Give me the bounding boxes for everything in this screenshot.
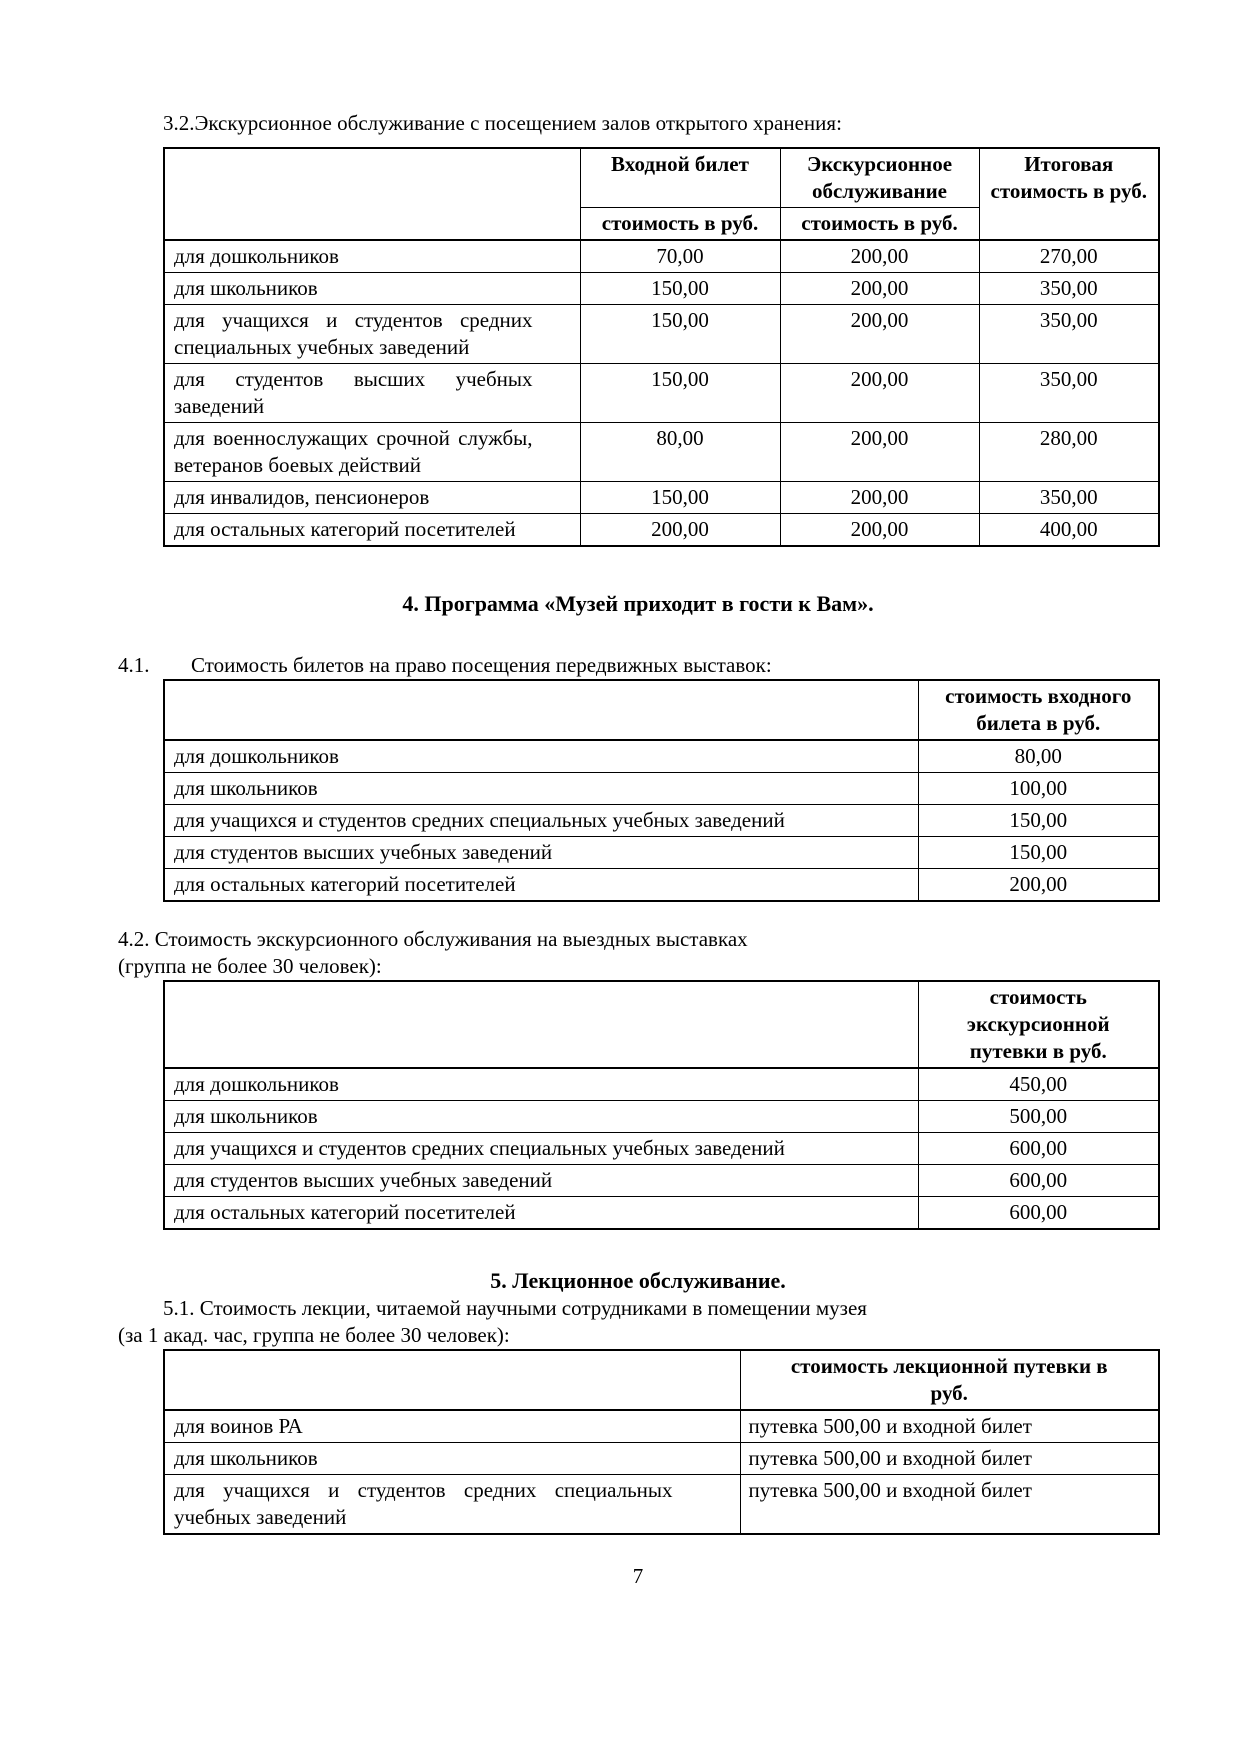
- table-row: [164, 1101, 1159, 1133]
- table-row: [164, 273, 1159, 305]
- row-label: для воинов РА: [164, 1410, 740, 1443]
- table-row: [164, 514, 1159, 547]
- entry-price: 150,00: [580, 482, 780, 514]
- table-row: [164, 1165, 1159, 1197]
- excursion-price: 200,00: [780, 423, 979, 482]
- price-value: 450,00: [918, 1068, 1159, 1101]
- entry-price: 150,00: [580, 273, 780, 305]
- price-value: путевка 500,00 и входной билет: [740, 1410, 1159, 1443]
- excursion-price: 200,00: [780, 273, 979, 305]
- header-empty-cell: [164, 148, 580, 240]
- table-row: [164, 1475, 1159, 1535]
- table-row: [164, 837, 1159, 869]
- price-value: 600,00: [918, 1133, 1159, 1165]
- price-value: 100,00: [918, 773, 1159, 805]
- paragraph-4-1-number: 4.1.: [118, 653, 150, 677]
- header-empty-cell: [164, 680, 918, 740]
- excursion-price: 200,00: [780, 364, 979, 423]
- header-cost-rub-1: стоимость в руб.: [580, 208, 780, 241]
- header-lecture-voucher-cost: стоимость лекционной путевки в руб.: [740, 1350, 1159, 1410]
- section-5-heading: 5. Лекционное обслуживание.: [490, 1268, 786, 1293]
- table-row: [164, 423, 1159, 482]
- header-cost-rub-2: стоимость в руб.: [780, 208, 979, 241]
- open-storage-pricing-table: [163, 147, 1160, 547]
- table-row: [164, 1410, 1159, 1443]
- excursion-price: 200,00: [780, 482, 979, 514]
- row-label: для военнослужащих срочной службы, ветеранов боевых действий: [164, 423, 580, 482]
- entry-price: 150,00: [580, 305, 780, 364]
- lecture-service-cost-table: [163, 1349, 1160, 1535]
- row-label: для дошкольников: [164, 240, 580, 273]
- row-label: для студентов высших учебных заведений: [164, 1165, 918, 1197]
- table-row: [164, 1443, 1159, 1475]
- price-value: 500,00: [918, 1101, 1159, 1133]
- row-label: для школьников: [164, 273, 580, 305]
- header-excursion-voucher-cost: стоимость экскурсионной путевки в руб.: [918, 981, 1159, 1068]
- table-row: [164, 305, 1159, 364]
- row-label: для школьников: [164, 1443, 740, 1475]
- paragraph-5-1-line1: 5.1. Стоимость лекции, читаемой научными сотрудниками в помещении музея: [163, 1296, 867, 1320]
- table-row: [164, 1133, 1159, 1165]
- total-price: 280,00: [979, 423, 1159, 482]
- table-row: [164, 773, 1159, 805]
- price-value: путевка 500,00 и входной билет: [740, 1475, 1159, 1535]
- excursion-price: 200,00: [780, 305, 979, 364]
- row-label: для остальных категорий посетителей: [164, 869, 918, 902]
- total-price: 350,00: [979, 482, 1159, 514]
- entry-price: 80,00: [580, 423, 780, 482]
- header-empty-cell: [164, 981, 918, 1068]
- entry-price: 70,00: [580, 240, 780, 273]
- total-price: 350,00: [979, 364, 1159, 423]
- page-number: 7: [632, 1564, 644, 1588]
- entry-price: 150,00: [580, 364, 780, 423]
- row-label: для дошкольников: [164, 740, 918, 773]
- table-row: [164, 740, 1159, 773]
- paragraph-4-1: [118, 652, 1158, 679]
- paragraph-4-2-line1: 4.2. Стоимость экскурсионного обслуживания на выездных выставках: [118, 927, 748, 951]
- table-header-row: [164, 1350, 1159, 1410]
- table-row: [164, 869, 1159, 902]
- row-label: для инвалидов, пенсионеров: [164, 482, 580, 514]
- price-value: 150,00: [918, 837, 1159, 869]
- table-row: [164, 364, 1159, 423]
- total-price: 350,00: [979, 305, 1159, 364]
- row-label: для учащихся и студентов средних специальных учебных заведений: [164, 305, 580, 364]
- table-header-row: [164, 981, 1159, 1068]
- travelling-exhibition-ticket-table: [163, 679, 1160, 902]
- section-4-heading: 4. Программа «Музей приходит в гости к Вам».: [402, 591, 874, 616]
- price-value: 150,00: [918, 805, 1159, 837]
- header-excursion-service: Экскурсионное обслуживание: [780, 148, 979, 208]
- row-label: для школьников: [164, 1101, 918, 1133]
- table-row: [164, 1068, 1159, 1101]
- table-row: [164, 482, 1159, 514]
- row-label: для студентов высших учебных заведений: [164, 364, 580, 423]
- price-value: 600,00: [918, 1165, 1159, 1197]
- excursion-price: 200,00: [780, 240, 979, 273]
- table-row: [164, 805, 1159, 837]
- paragraph-5-1: [118, 1295, 1158, 1349]
- total-price: 350,00: [979, 273, 1159, 305]
- paragraph-4-2: [118, 926, 1158, 980]
- row-label: для студентов высших учебных заведений: [164, 837, 918, 869]
- price-value: путевка 500,00 и входной билет: [740, 1443, 1159, 1475]
- paragraph-4-2-line2: (группа не более 30 человек):: [118, 954, 382, 978]
- row-label: для дошкольников: [164, 1068, 918, 1101]
- total-price: 400,00: [979, 514, 1159, 547]
- header-ticket-cost: стоимость входного билета в руб.: [918, 680, 1159, 740]
- price-value: 600,00: [918, 1197, 1159, 1230]
- row-label: для учащихся и студентов средних специальных учебных заведений: [164, 805, 918, 837]
- table-header-row-1: [164, 148, 1159, 208]
- row-label: для учащихся и студентов средних специальных учебных заведений: [164, 1133, 918, 1165]
- row-label: для учащихся и студентов средних специальных учебных заведений: [164, 1475, 740, 1535]
- table-row: [164, 240, 1159, 273]
- header-entry-ticket: Входной билет: [580, 148, 780, 208]
- table-header-row: [164, 680, 1159, 740]
- price-value: 200,00: [918, 869, 1159, 902]
- offsite-excursion-cost-table: [163, 980, 1160, 1230]
- row-label: для школьников: [164, 773, 918, 805]
- total-price: 270,00: [979, 240, 1159, 273]
- row-label: для остальных категорий посетителей: [164, 514, 580, 547]
- section-3-2-heading: 3.2.Экскурсионное обслуживание с посещением залов открытого хранения:: [163, 111, 842, 135]
- entry-price: 200,00: [580, 514, 780, 547]
- paragraph-4-1-text: Стоимость билетов на право посещения передвижных выставок:: [191, 653, 772, 677]
- header-total-cost: Итоговая стоимость в руб.: [979, 148, 1159, 240]
- table-row: [164, 1197, 1159, 1230]
- paragraph-5-1-line2: (за 1 акад. час, группа не более 30 человек):: [118, 1323, 510, 1347]
- excursion-price: 200,00: [780, 514, 979, 547]
- price-value: 80,00: [918, 740, 1159, 773]
- header-empty-cell: [164, 1350, 740, 1410]
- row-label: для остальных категорий посетителей: [164, 1197, 918, 1230]
